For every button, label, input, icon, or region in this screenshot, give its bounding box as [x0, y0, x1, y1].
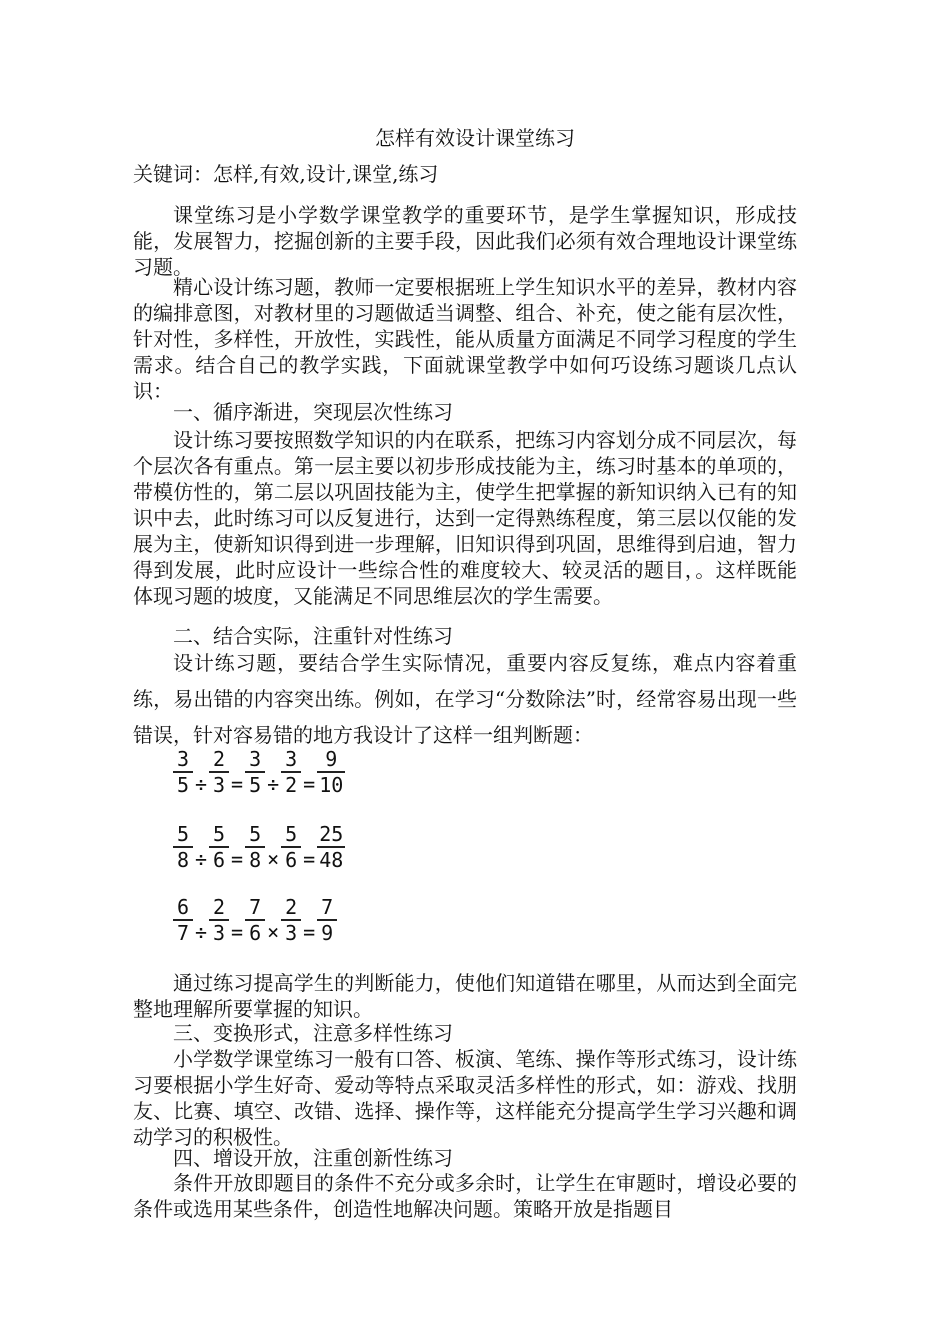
fraction: $\frac{25}{48}$: [319, 822, 344, 872]
section-heading-4: 四、增设开放，注重创新性练习: [173, 1146, 453, 1170]
paragraph-intro: 课堂练习是小学数学课堂教学的重要环节，是学生掌握知识，形成技能，发展智力，挖掘创新的主要手段，因此我们必须有效合理地设计课堂练习题。: [133, 203, 797, 279]
fraction: $\frac{5}{8}$: [173, 822, 193, 872]
equals-sign: =: [231, 847, 244, 871]
operator: ×: [267, 920, 280, 944]
keywords-line: 关键词：怎样,有效,设计,课堂,练习: [133, 162, 439, 186]
fraction: $\frac{3}{5}$: [173, 747, 193, 797]
paragraph-levels: 设计练习要按照数学知识的内在联系，把练习内容划分成不同层次，每个层次各有重点。第一层主要以初步形成技能为主，练习时基本的单项的，带模仿性的，第二层以巩固技能为主，使学生把掌握的新知识纳入已有的知识中去，此时练习可以反复进行，达到一定得熟练程度，第三层以仅能的发展为主，使新知识得到进一步理解，旧知识得到巩固，思维得到启迪，智力得到发展，此时应设计一些综合性的难度较大、较灵活的题目，。这样既能体现习题的坡度，又能满足不同思维层次的学生需要。: [133, 428, 797, 608]
operator: ÷: [195, 847, 208, 871]
section-heading-2: 二、结合实际，注重针对性练习: [173, 624, 453, 648]
equals-sign: =: [303, 847, 316, 871]
fraction: $\frac{5}{8}$: [245, 822, 265, 872]
operator: ×: [267, 847, 280, 871]
judgment-equation-3: [173, 889, 337, 951]
fraction: $\frac{3}{2}$: [281, 747, 301, 797]
paragraph-judgment-purpose: 通过练习提高学生的判断能力，使他们知道错在哪里，从而达到全面完整地理解所要掌握的知识。: [133, 971, 797, 1021]
operator: ÷: [267, 772, 280, 796]
paragraph-variety: 小学数学课堂练习一般有口答、板演、笔练、操作等形式练习，设计练习要根据小学生好奇、爱动等特点采取灵活多样性的形式，如：游戏、找朋友、比赛、填空、改错、选择、操作等，这样能充分提高学生学习兴趣和调动学习的积极性。: [133, 1047, 797, 1149]
document-title: 怎样有效设计课堂练习: [375, 126, 575, 150]
operator: ÷: [195, 920, 208, 944]
paragraph-open-ended: 条件开放即题目的条件不充分或多余时，让学生在审题时，增设必要的条件或选用某些条件，创造性地解决问题。策略开放是指题目: [133, 1171, 797, 1221]
fraction: $\frac{2}{3}$: [209, 747, 229, 797]
equals-sign: =: [303, 920, 316, 944]
fraction: $\frac{5}{6}$: [281, 822, 301, 872]
section-heading-1: 一、循序渐进，突现层次性练习: [173, 400, 453, 424]
equals-sign: =: [303, 772, 316, 796]
fraction: $\frac{3}{5}$: [245, 747, 265, 797]
section-heading-3: 三、变换形式，注意多样性练习: [173, 1021, 453, 1045]
fraction: $\frac{2}{3}$: [281, 895, 301, 945]
fraction: $\frac{7}{9}$: [317, 895, 337, 945]
fraction: $\frac{9}{10}$: [319, 747, 344, 797]
equals-sign: =: [231, 920, 244, 944]
judgment-equation-1: [173, 741, 345, 803]
fraction: $\frac{6}{7}$: [173, 895, 193, 945]
judgment-equation-2: [173, 816, 345, 878]
fraction: $\frac{5}{6}$: [209, 822, 229, 872]
paragraph-design: 精心设计练习题，教师一定要根据班上学生知识水平的差异，教材内容的编排意图，对教材里的习题做适当调整、组合、补充，使之能有层次性，针对性，多样性，开放性，实践性，能从质量方面满足不同学习程度的学生需求。结合自己的教学实践，下面就课堂教学中如何巧设练习题谈几点认识：: [133, 275, 797, 403]
fraction: $\frac{7}{6}$: [245, 895, 265, 945]
operator: ÷: [195, 772, 208, 796]
fraction: $\frac{2}{3}$: [209, 895, 229, 945]
equals-sign: =: [231, 772, 244, 796]
paragraph-targeted: 设计练习题，要结合学生实际情况，重要内容反复练，难点内容着重练，易出错的内容突出练。例如，在学习“分数除法”时，经常容易出现一些错误，针对容易错的地方我设计了这样一组判断题：: [133, 651, 797, 747]
